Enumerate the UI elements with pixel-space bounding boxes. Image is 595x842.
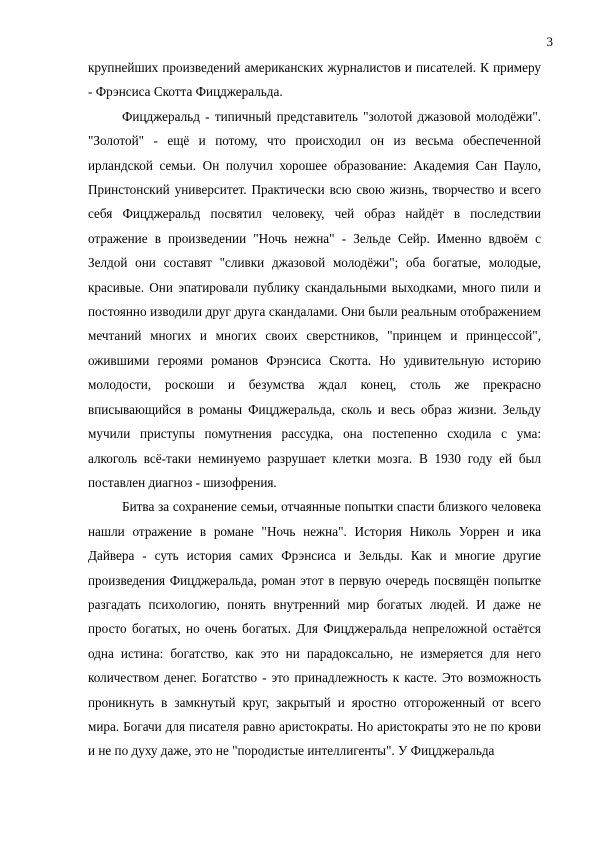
page-number: 3 (546, 34, 553, 49)
paragraph-3: Битва за сохранение семьи, отчаянные попытки спасти близкого человека нашли отражение в романе "Ночь нежна". История Николь Уоррен и ика Дайвера - суть история самих Фрэнсиса и Зельды. Как и многие другие произведения Фицджеральда, роман этот в первую очередь посвящён попытке разгадать психологию, понять внутренний мир богатых людей. И даже не просто богатых, но очень богатых. Для Фицджеральда непреложной остаётся одна истина: богатство, как это ни парадоксально, не измеряется для него количеством денег. Богатство - это принадлежность к касте. Это возможность проникнуть в замкнутый круг, закрытый и яростно отгороженный от всего мира. Богачи для писателя равно аристократы. Но аристократы это не по крови и не по духу даже, это не "породистые интеллигенты". У Фицджеральда (88, 499, 541, 759)
document-body (88, 56, 541, 764)
paragraph-2: Фицджеральд - типичный представитель "золотой джазовой молодёжи". "Золотой" - ещё и потому, что происходил он из весьма обеспеченной ирландской семьи. Он получил хорошее образование: Академия Сан Пауло, Принстонский университет. Практически всю свою жизнь, творчество и всего себя Фицджеральд посвятил человеку, чей образ найдёт в последствии отражение в произведении "Ночь нежна" - Зельде Сейр. Именно вдвоём с Зелдой они составят "сливки джазовой молодёжи"; оба богатые, молодые, красивые. Они эпатировали публику скандальными выходками, много пили и постоянно изводили друг друга скандалами. Они были реальным отображением мечтаний многих и многих своих сверстников, "принцем и принцессой", ожившими героями романов Фрэнсиса Скотта. Но удивительную историю молодости, роскоши и безумства ждал конец, столь же прекрасно вписывающийся в романы Фицджеральда, сколь и весь образ жизни. Зельду мучили приступы помутнения рассудка, она постепенно сходила с ума: алкоголь всё-таки неминуемо разрушает клетки мозга. В 1930 году ей был поставлен диагноз - шизофрения. (88, 108, 541, 490)
paragraph-1: крупнейших произведений американских журналистов и писателей. К примеру - Фрэнсиса Скотта Фицджеральда. (88, 60, 541, 100)
